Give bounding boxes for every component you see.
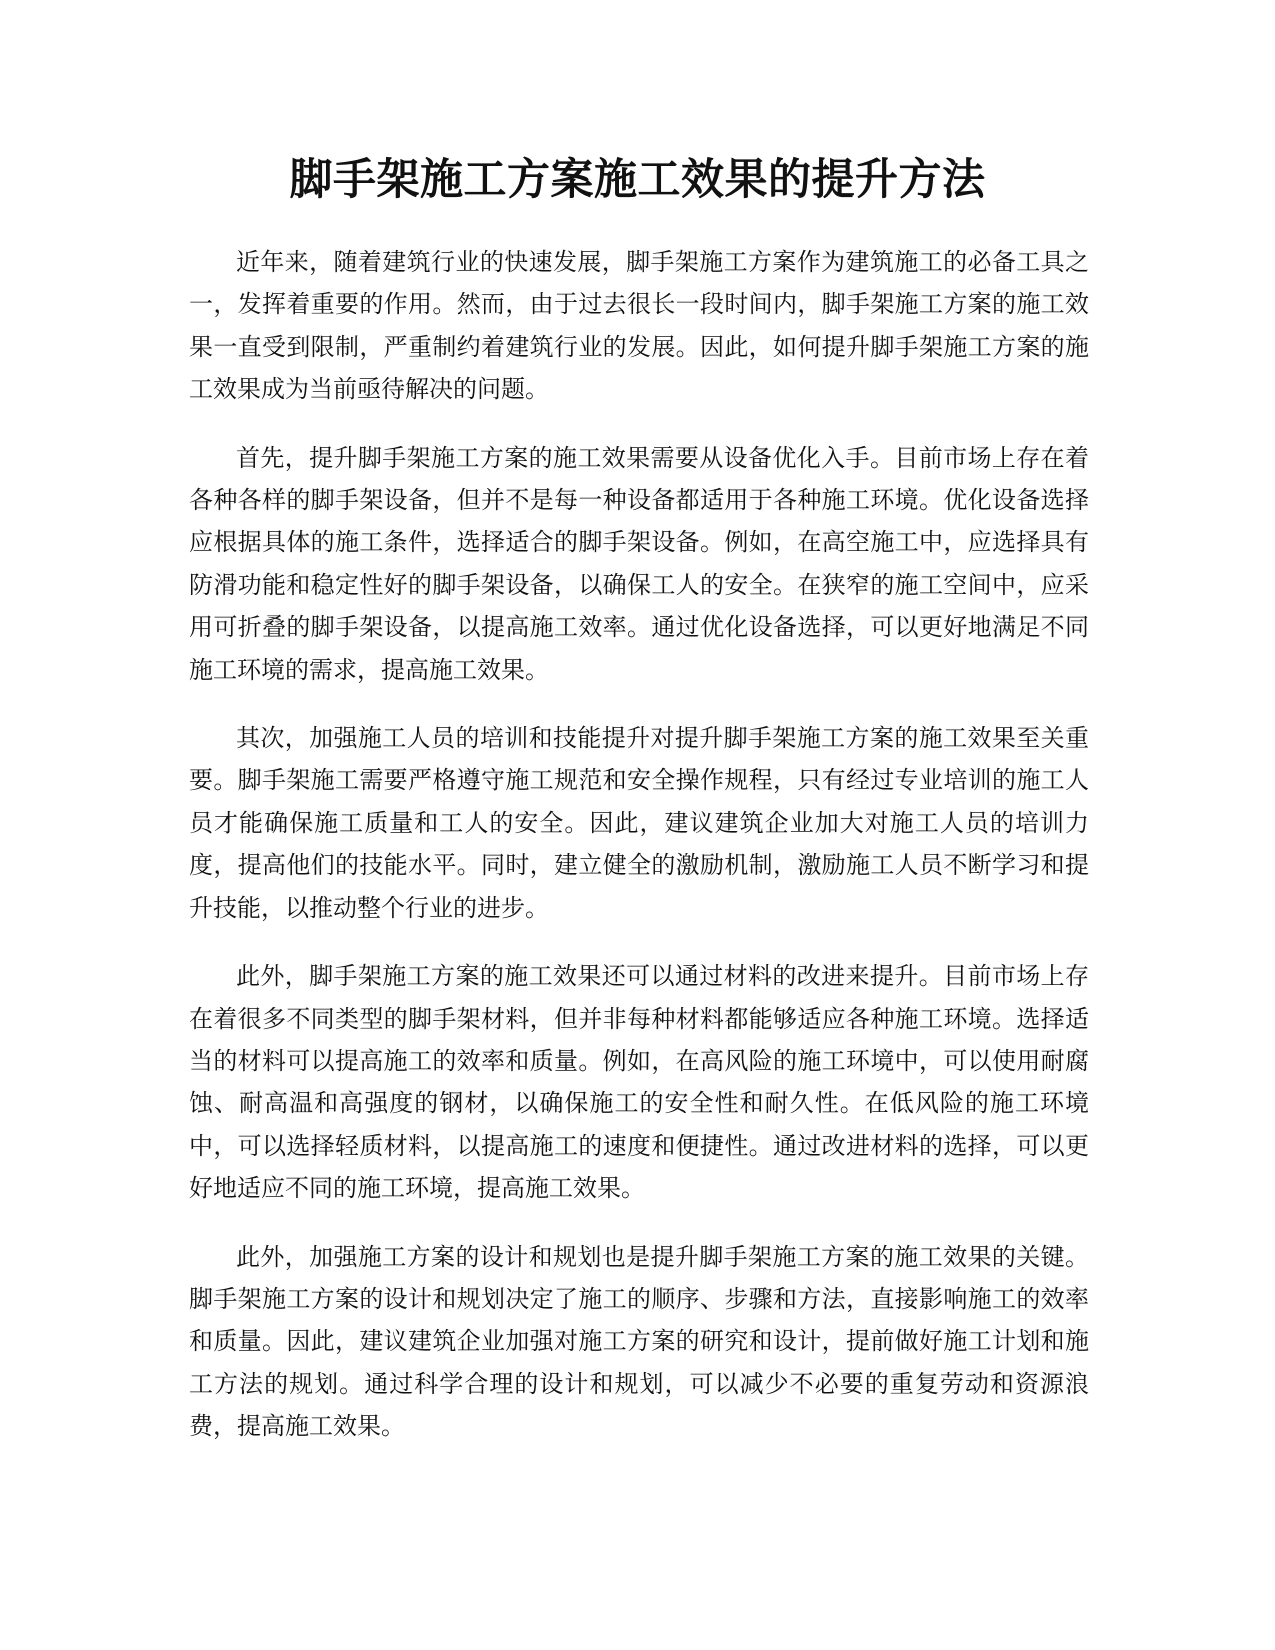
document-body bbox=[189, 241, 1089, 1474]
paragraph-intro: 近年来，随着建筑行业的快速发展，脚手架施工方案作为建筑施工的必备工具之一，发挥着重要的作用。然而，由于过去很长一段时间内，脚手架施工方案的施工效果一直受到限制，严重制约着建筑行业的发展。因此，如何提升脚手架施工方案的施工效果成为当前亟待解决的问题。 bbox=[189, 248, 1089, 404]
paragraph-training: 其次，加强施工人员的培训和技能提升对提升脚手架施工方案的施工效果至关重要。脚手架施工需要严格遵守施工规范和安全操作规程，只有经过专业培训的施工人员才能确保施工质量和工人的安全。因此，建议建筑企业加大对施工人员的培训力度，提高他们的技能水平。同时，建立健全的激励机制，激励施工人员不断学习和提升技能，以推动整个行业的进步。 bbox=[189, 724, 1089, 922]
document-title: 脚手架施工方案施工效果的提升方法 bbox=[289, 155, 986, 205]
paragraph-materials: 此外，脚手架施工方案的施工效果还可以通过材料的改进来提升。目前市场上存在着很多不同类型的脚手架材料，但并非每种材料都能够适应各种施工环境。选择适当的材料可以提高施工的效率和质量。例如，在高风险的施工环境中，可以使用耐腐蚀、耐高温和高强度的钢材，以确保施工的安全性和耐久性。在低风险的施工环境中，可以选择轻质材料，以提高施工的速度和便捷性。通过改进材料的选择，可以更好地适应不同的施工环境，提高施工效果。 bbox=[189, 962, 1089, 1203]
paragraph-planning: 此外，加强施工方案的设计和规划也是提升脚手架施工方案的施工效果的关键。脚手架施工方案的设计和规划决定了施工的顺序、步骤和方法，直接影响施工的效率和质量。因此，建议建筑企业加强对施工方案的研究和设计，提前做好施工计划和施工方法的规划。通过科学合理的设计和规划，可以减少不必要的重复劳动和资源浪费，提高施工效果。 bbox=[189, 1242, 1089, 1441]
paragraph-equipment: 首先，提升脚手架施工方案的施工效果需要从设备优化入手。目前市场上存在着各种各样的脚手架设备，但并不是每一种设备都适用于各种施工环境。优化设备选择应根据具体的施工条件，选择适合的脚手架设备。例如，在高空施工中，应选择具有防滑功能和稳定性好的脚手架设备，以确保工人的安全。在狭窄的施工空间中，应采用可折叠的脚手架设备，以提高施工效率。通过优化设备选择，可以更好地满足不同施工环境的需求，提高施工效果。 bbox=[189, 443, 1089, 684]
